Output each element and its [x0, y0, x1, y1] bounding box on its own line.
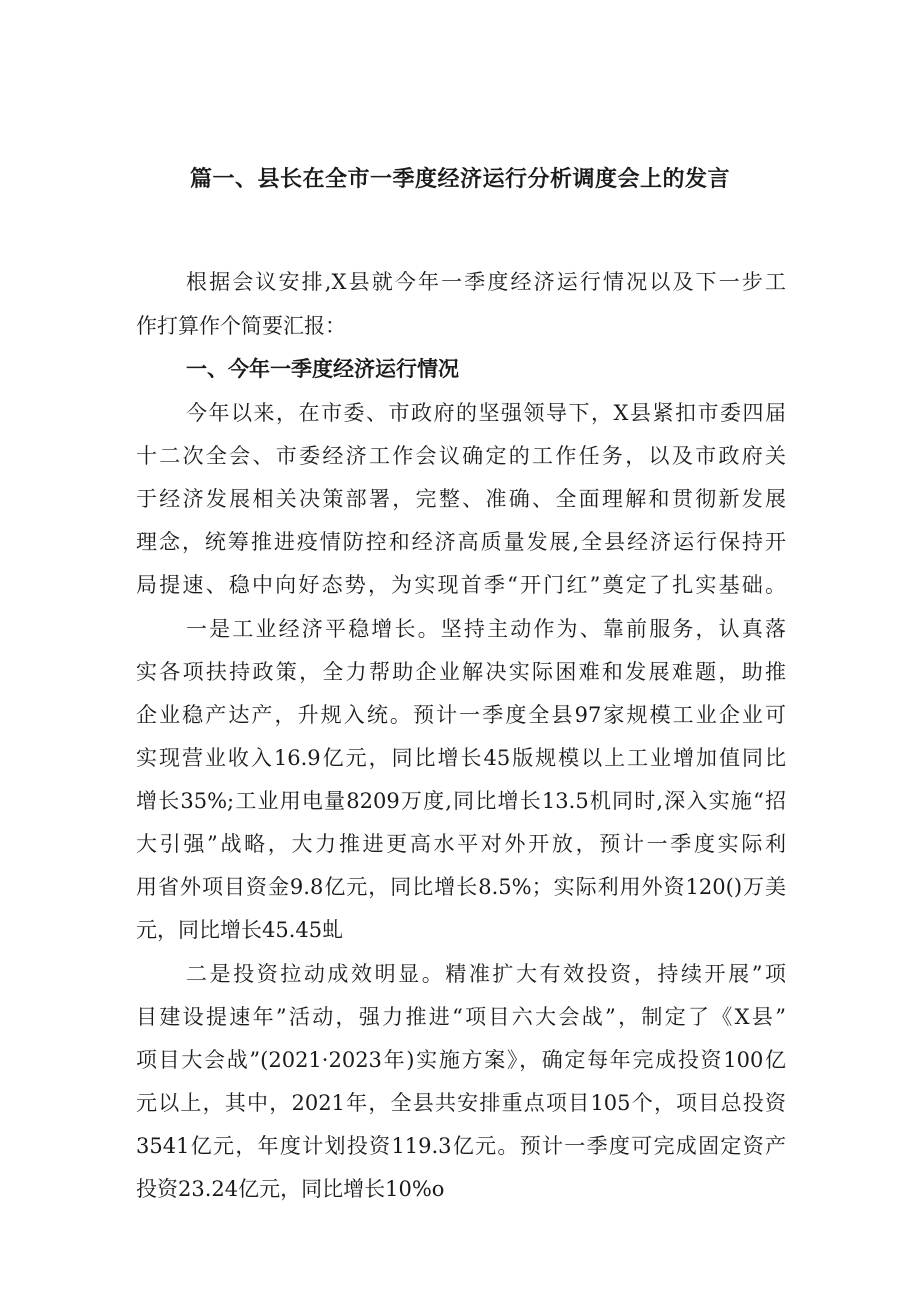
paragraph-line: 用省外项目资金9.8亿元，同比增长8.5%；实际利用外资120()万美	[136, 875, 786, 899]
paragraph-line: 实各项扶持政策，全力帮助企业解决实际困难和发展难题，助推	[136, 660, 786, 684]
intro-line: 根据会议安排,X县就今年一季度经济运行情况以及下一步工	[186, 270, 786, 294]
document-title: 篇一、县长在全市一季度经济运行分析调度会上的发言	[189, 167, 730, 192]
paragraph-line: 元，同比增长45.45虬	[136, 918, 344, 942]
paragraph-line: 目建设提速年”活动，强力推进“项目六大会战”，制定了《X县”	[136, 1005, 786, 1029]
paragraph-line: 实现营业收入16.9亿元，同比增长45版规模以上工业增加值同比	[136, 746, 786, 770]
paragraph-line: 大引强”战略，大力推进更高水平对外开放，预计一季度实际利	[136, 832, 786, 856]
paragraph-line: 十二次全会、市委经济工作会议确定的工作任务，以及市政府关	[136, 444, 786, 468]
paragraph-line: 一是工业经济平稳增长。坚持主动作为、靠前服务，认真落	[186, 617, 786, 641]
paragraph-line: 企业稳产达产，升规入统。预计一季度全县97家规模工业企业可	[136, 703, 786, 727]
paragraph-line: 投资23.24亿元，同比增长10%o	[136, 1177, 445, 1201]
intro-line: 作打算作个简要汇报：	[136, 314, 346, 338]
paragraph-line: 今年以来，在市委、市政府的坚强领导下，X县紧扣市委四届	[186, 401, 786, 425]
paragraph-line: 局提速、稳中向好态势，为实现首季“开门红”奠定了扎实基础。	[136, 573, 786, 597]
section-heading: 一、今年一季度经济运行情况	[186, 357, 459, 381]
paragraph-line: 增长35%;工业用电量8209万度,同比增长13.5机同时,深入实施“招	[136, 789, 786, 813]
paragraph-line: 3541亿元，年度计划投资119.3亿元。预计一季度可完成固定资产	[136, 1134, 786, 1158]
paragraph-line: 元以上，其中，2021年，全县共安排重点项目105个，项目总投资	[136, 1091, 786, 1115]
paragraph-line: 项目大会战”(2021·2023年)实施方案》，确定每年完成投资100亿	[136, 1048, 786, 1072]
paragraph-line: 理念，统筹推进疫情防控和经济高质量发展,全县经济运行保持开	[136, 530, 786, 554]
paragraph-line: 于经济发展相关决策部署，完整、准确、全面理解和贯彻新发展	[136, 487, 786, 511]
paragraph-line: 二是投资拉动成效明显。精准扩大有效投资，持续开展”项	[186, 962, 786, 986]
